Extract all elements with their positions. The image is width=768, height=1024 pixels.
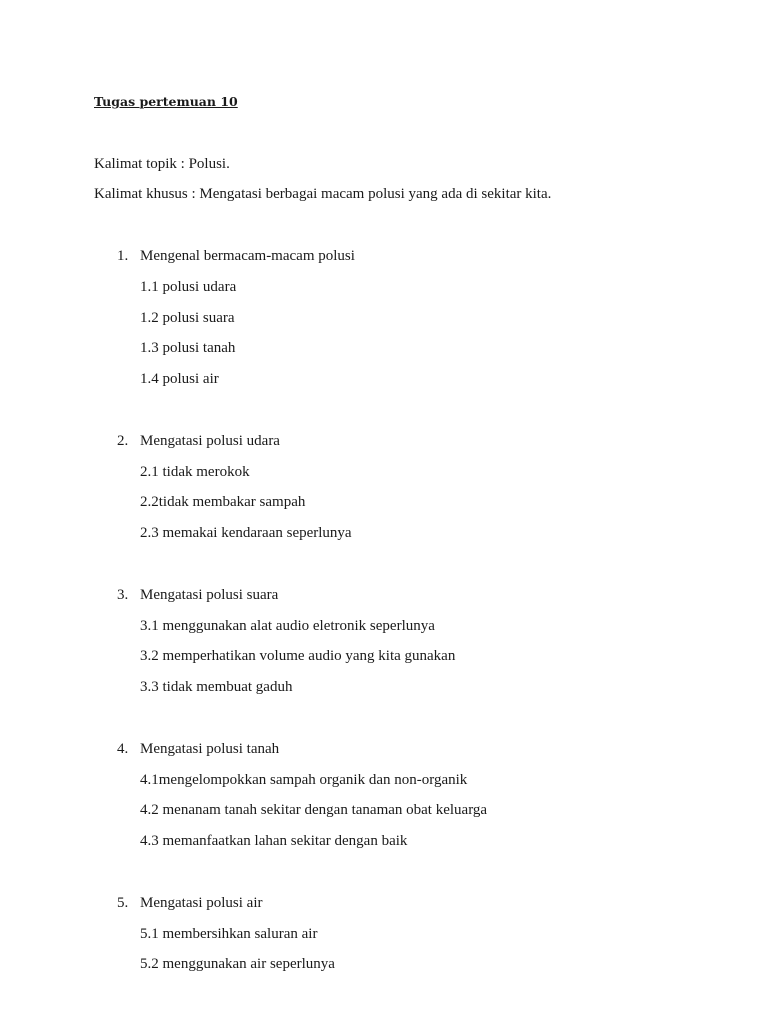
list-heading: Mengatasi polusi udara (140, 432, 280, 449)
outline-section (94, 857, 694, 980)
list-number: 2. (117, 432, 129, 449)
outline-list (94, 210, 694, 980)
list-number: 5. (117, 894, 129, 911)
list-heading: Mengenal bermacam-macam polusi (140, 247, 355, 264)
spacer (94, 395, 694, 426)
list-item (94, 734, 694, 765)
sub-item: 3.2 memperhatikan volume audio yang kita gunakan (140, 648, 456, 665)
sub-item: 1.2 polusi suara (140, 309, 235, 326)
outline-section (94, 703, 694, 857)
sub-item: 4.3 memanfaatkan lahan sekitar dengan baik (140, 833, 408, 850)
list-item (94, 426, 694, 457)
spacer (94, 118, 694, 149)
sub-item: 5.2 menggunakan air seperlunya (140, 956, 335, 973)
list-item (94, 241, 694, 272)
outline-section (94, 395, 694, 549)
sub-item: 1.4 polusi air (140, 371, 219, 388)
sub-item: 3.3 tidak membuat gaduh (140, 679, 293, 696)
outline-section (94, 210, 694, 395)
list-heading: Mengatasi polusi tanah (140, 740, 280, 757)
list-item (94, 580, 694, 611)
list-heading: Mengatasi polusi suara (140, 586, 279, 603)
list-number: 4. (117, 740, 129, 757)
spacer (94, 857, 694, 888)
list-item (94, 888, 694, 919)
spacer (94, 210, 694, 241)
sub-item: 4.1mengelompokkan sampah organik dan non-organik (140, 771, 468, 788)
sub-item: 2.1 tidak merokok (140, 463, 250, 480)
sub-item: 2.2tidak membakar sampah (140, 494, 306, 511)
list-number: 1. (117, 247, 129, 264)
sub-item: 1.3 polusi tanah (140, 340, 236, 357)
spacer (94, 703, 694, 734)
sub-item: 3.1 menggunakan alat audio eletronik seperlunya (140, 617, 435, 634)
outline-section (94, 549, 694, 703)
list-heading: Mengatasi polusi air (140, 894, 263, 911)
kalimat-topik: Kalimat topik : Polusi. (94, 155, 230, 172)
sub-item: 5.1 membersihkan saluran air (140, 925, 318, 942)
list-number: 3. (117, 586, 129, 603)
spacer (94, 549, 694, 580)
kalimat-khusus: Kalimat khusus : Mengatasi berbagai macam polusi yang ada di sekitar kita. (94, 186, 552, 203)
document-title: Tugas pertemuan 10 (94, 94, 238, 109)
sub-item: 1.1 polusi udara (140, 278, 237, 295)
document-page (94, 87, 694, 980)
sub-item: 4.2 menanam tanah sekitar dengan tanaman obat keluarga (140, 802, 488, 819)
sub-item: 2.3 memakai kendaraan seperlunya (140, 525, 352, 542)
